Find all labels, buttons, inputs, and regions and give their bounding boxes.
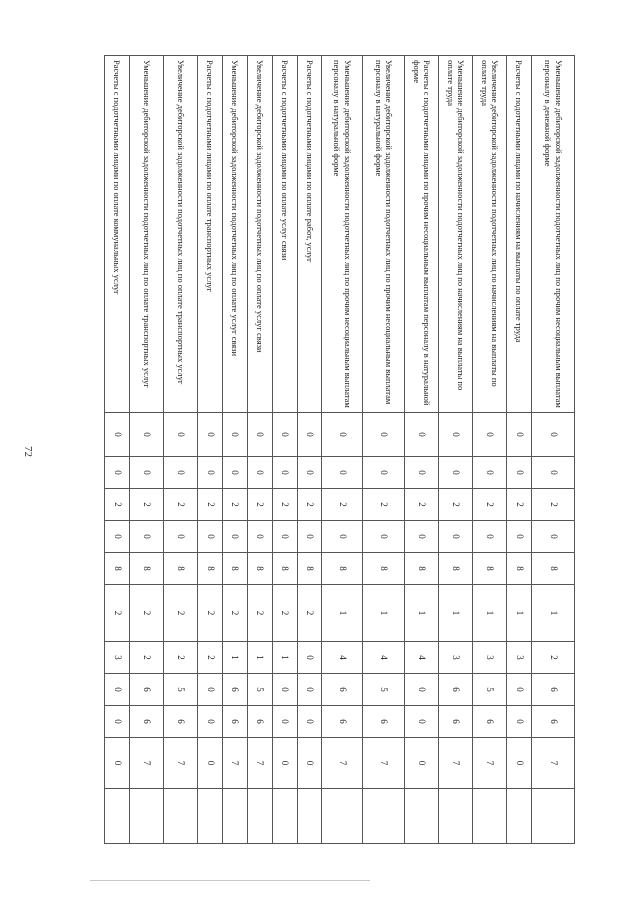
code-digit-cell: 6 — [531, 706, 574, 738]
code-digit-cell: 2 — [507, 489, 532, 521]
code-digit-cell: 2 — [130, 489, 164, 521]
code-digit-cell: 7 — [247, 738, 272, 789]
code-digit-cell: 8 — [222, 553, 247, 585]
empty-cell — [130, 789, 164, 844]
code-digit-cell: 0 — [272, 738, 297, 789]
empty-cell — [405, 789, 439, 844]
code-digit-cell: 0 — [507, 706, 532, 738]
code-digit-cell: 2 — [531, 489, 574, 521]
code-digit-cell: 2 — [531, 642, 574, 674]
empty-cell — [105, 789, 130, 844]
code-digit-cell: 7 — [164, 738, 198, 789]
code-digit-cell: 1 — [405, 585, 439, 642]
code-digit-cell: 0 — [405, 457, 439, 489]
code-digit-cell: 6 — [130, 674, 164, 706]
code-digit-cell: 0 — [297, 457, 322, 489]
code-digit-cell: 2 — [439, 489, 473, 521]
code-digit-cell: 0 — [105, 521, 130, 553]
code-digit-cell: 0 — [222, 457, 247, 489]
empty-cell — [222, 789, 247, 844]
code-digit-cell: 0 — [247, 521, 272, 553]
empty-cell — [272, 789, 297, 844]
code-digit-cell: 0 — [507, 413, 532, 457]
code-digit-cell: 2 — [164, 642, 198, 674]
code-digit-cell: 8 — [531, 553, 574, 585]
code-digit-cell: 5 — [363, 674, 405, 706]
code-digit-cell: 0 — [197, 413, 222, 457]
code-digit-cell: 8 — [130, 553, 164, 585]
code-digit-cell: 8 — [197, 553, 222, 585]
code-digit-cell: 0 — [507, 674, 532, 706]
code-digit-cell: 0 — [197, 738, 222, 789]
code-digit-cell: 0 — [531, 521, 574, 553]
code-digit-cell: 8 — [105, 553, 130, 585]
code-digit-cell: 0 — [297, 674, 322, 706]
code-digit-cell: 7 — [439, 738, 473, 789]
row-label: Уменьшение дебиторской задолженности подотчетных лиц по прочим несоциальным выплатам персоналу в денежной форме — [531, 56, 574, 413]
code-digit-cell: 2 — [272, 489, 297, 521]
code-digit-cell: 7 — [322, 738, 363, 789]
empty-cell — [439, 789, 473, 844]
code-digit-cell: 0 — [363, 457, 405, 489]
table-row — [322, 56, 363, 844]
code-digit-cell: 0 — [405, 738, 439, 789]
code-digit-cell: 2 — [247, 489, 272, 521]
code-digit-cell: 8 — [473, 553, 507, 585]
code-digit-cell: 0 — [531, 457, 574, 489]
code-digit-cell: 6 — [439, 706, 473, 738]
code-digit-cell: 2 — [130, 585, 164, 642]
code-digit-cell: 0 — [222, 413, 247, 457]
code-digit-cell: 0 — [405, 674, 439, 706]
row-label: Уменьшение дебиторской задолженности подотчетных лиц по оплате транспортных услуг — [130, 56, 164, 413]
row-label: Расчеты с подотчетными лицами по оплате услуг связи — [272, 56, 297, 413]
code-digit-cell: 0 — [322, 413, 363, 457]
code-digit-cell: 6 — [130, 706, 164, 738]
table-row — [130, 56, 164, 844]
code-digit-cell: 0 — [272, 674, 297, 706]
table-row — [164, 56, 198, 844]
code-digit-cell: 0 — [164, 521, 198, 553]
code-digit-cell: 0 — [439, 521, 473, 553]
code-digit-cell: 2 — [363, 489, 405, 521]
code-digit-cell: 0 — [130, 457, 164, 489]
code-digit-cell: 4 — [322, 642, 363, 674]
table-row — [247, 56, 272, 844]
code-digit-cell: 6 — [439, 674, 473, 706]
code-digit-cell: 2 — [272, 585, 297, 642]
code-digit-cell: 5 — [164, 674, 198, 706]
code-digit-cell: 2 — [164, 489, 198, 521]
code-digit-cell: 6 — [222, 706, 247, 738]
code-digit-cell: 3 — [473, 642, 507, 674]
code-digit-cell: 0 — [130, 413, 164, 457]
code-digit-cell: 0 — [473, 521, 507, 553]
code-digit-cell: 7 — [531, 738, 574, 789]
code-digit-cell: 0 — [405, 706, 439, 738]
code-digit-cell: 5 — [247, 674, 272, 706]
code-digit-cell: 0 — [105, 457, 130, 489]
table-row — [222, 56, 247, 844]
code-digit-cell: 3 — [439, 642, 473, 674]
code-digit-cell: 2 — [222, 585, 247, 642]
code-digit-cell: 1 — [507, 585, 532, 642]
code-digit-cell: 0 — [222, 521, 247, 553]
code-digit-cell: 0 — [507, 457, 532, 489]
code-digit-cell: 2 — [322, 489, 363, 521]
empty-cell — [164, 789, 198, 844]
code-digit-cell: 6 — [322, 674, 363, 706]
code-digit-cell: 0 — [164, 457, 198, 489]
code-digit-cell: 6 — [531, 674, 574, 706]
code-digit-cell: 0 — [272, 706, 297, 738]
code-digit-cell: 0 — [297, 706, 322, 738]
row-label: Расчеты с подотчетными лицами по оплате коммунальных услуг — [105, 56, 130, 413]
code-digit-cell: 0 — [105, 706, 130, 738]
account-codes-table — [104, 55, 575, 844]
code-digit-cell: 8 — [439, 553, 473, 585]
row-label: Увеличение дебиторской задолженности подотчетных лиц по прочим несоциальным выплатам персоналу в натуральной форме — [363, 56, 405, 413]
table-row — [297, 56, 322, 844]
code-digit-cell: 6 — [363, 706, 405, 738]
table-row — [439, 56, 473, 844]
code-digit-cell: 3 — [507, 642, 532, 674]
empty-cell — [531, 789, 574, 844]
code-digit-cell: 2 — [130, 642, 164, 674]
row-label: Увеличение дебиторской задолженности подотчетных лиц по оплате транспортных услуг — [164, 56, 198, 413]
row-label: Уменьшение дебиторской задолженности подотчетных лиц по прочим несоциальным выплатам персоналу в натуральной форме — [322, 56, 363, 413]
code-digit-cell: 6 — [164, 706, 198, 738]
code-digit-cell: 8 — [363, 553, 405, 585]
code-digit-cell: 7 — [363, 738, 405, 789]
code-digit-cell: 1 — [363, 585, 405, 642]
row-label: Увеличение дебиторской задолженности подотчетных лиц по начислениям на выплаты по оплате труда — [473, 56, 507, 413]
code-digit-cell: 8 — [405, 553, 439, 585]
page-number: 72 — [22, 446, 34, 457]
code-digit-cell: 2 — [197, 642, 222, 674]
empty-cell — [247, 789, 272, 844]
row-label: Расчеты с подотчетными лицами по оплате работ, услуг — [297, 56, 322, 413]
code-digit-cell: 6 — [247, 706, 272, 738]
code-digit-cell: 2 — [297, 489, 322, 521]
code-digit-cell: 0 — [363, 521, 405, 553]
code-digit-cell: 1 — [531, 585, 574, 642]
code-digit-cell: 0 — [531, 413, 574, 457]
code-digit-cell: 0 — [439, 457, 473, 489]
row-label: Увеличение дебиторской задолженности подотчетных лиц по оплате услуг связи — [247, 56, 272, 413]
scan-artifact-line — [90, 880, 370, 881]
code-digit-cell: 0 — [322, 457, 363, 489]
row-label: Уменьшение дебиторской задолженности подотчетных лиц по начислениям на выплаты по оплате труда — [439, 56, 473, 413]
code-digit-cell: 2 — [405, 489, 439, 521]
code-digit-cell: 4 — [363, 642, 405, 674]
code-digit-cell: 8 — [322, 553, 363, 585]
code-digit-cell: 6 — [222, 674, 247, 706]
code-digit-cell: 0 — [473, 457, 507, 489]
empty-cell — [507, 789, 532, 844]
code-digit-cell: 0 — [105, 674, 130, 706]
code-digit-cell: 0 — [197, 457, 222, 489]
code-digit-cell: 0 — [322, 521, 363, 553]
code-digit-cell: 0 — [297, 642, 322, 674]
table-row — [197, 56, 222, 844]
code-digit-cell: 0 — [507, 521, 532, 553]
code-digit-cell: 8 — [297, 553, 322, 585]
code-digit-cell: 0 — [272, 413, 297, 457]
code-digit-cell: 2 — [297, 585, 322, 642]
code-digit-cell: 2 — [247, 585, 272, 642]
code-digit-cell: 6 — [473, 706, 507, 738]
code-digit-cell: 0 — [297, 521, 322, 553]
empty-cell — [297, 789, 322, 844]
code-digit-cell: 0 — [105, 738, 130, 789]
code-digit-cell: 0 — [247, 457, 272, 489]
table-row — [105, 56, 130, 844]
code-digit-cell: 2 — [222, 489, 247, 521]
code-digit-cell: 1 — [322, 585, 363, 642]
code-digit-cell: 3 — [105, 642, 130, 674]
table-row — [473, 56, 507, 844]
code-digit-cell: 6 — [322, 706, 363, 738]
row-label: Расчеты с подотчетными лицами по оплате транспортных услуг — [197, 56, 222, 413]
code-digit-cell: 0 — [473, 413, 507, 457]
empty-cell — [363, 789, 405, 844]
code-digit-cell: 0 — [297, 738, 322, 789]
code-digit-cell: 7 — [222, 738, 247, 789]
code-digit-cell: 1 — [222, 642, 247, 674]
table-row — [272, 56, 297, 844]
code-digit-cell: 1 — [247, 642, 272, 674]
code-digit-cell: 0 — [297, 413, 322, 457]
code-digit-cell: 2 — [473, 489, 507, 521]
table-row — [507, 56, 532, 844]
code-digit-cell: 0 — [405, 413, 439, 457]
code-digit-cell: 4 — [405, 642, 439, 674]
code-digit-cell: 7 — [130, 738, 164, 789]
table-row — [531, 56, 574, 844]
code-digit-cell: 5 — [473, 674, 507, 706]
row-label: Расчеты с подотчетными лицами по прочим несоциальным выплатам персоналу в натуральной форме — [405, 56, 439, 413]
table-row — [405, 56, 439, 844]
code-digit-cell: 0 — [405, 521, 439, 553]
code-digit-cell: 1 — [272, 642, 297, 674]
code-digit-cell: 0 — [130, 521, 164, 553]
code-digit-cell: 0 — [197, 521, 222, 553]
table-row — [363, 56, 405, 844]
row-label: Уменьшение дебиторской задолженности подотчетных лиц по оплате услуг связи — [222, 56, 247, 413]
row-label: Расчеты с подотчетными лицами по начислениям на выплаты по оплате труда — [507, 56, 532, 413]
empty-cell — [322, 789, 363, 844]
code-digit-cell: 0 — [164, 413, 198, 457]
code-digit-cell: 0 — [439, 413, 473, 457]
rotated-table-container — [104, 55, 575, 841]
code-digit-cell: 0 — [247, 413, 272, 457]
code-digit-cell: 2 — [197, 489, 222, 521]
code-digit-cell: 2 — [105, 489, 130, 521]
code-digit-cell: 8 — [272, 553, 297, 585]
code-digit-cell: 1 — [439, 585, 473, 642]
code-digit-cell: 0 — [197, 706, 222, 738]
code-digit-cell: 8 — [247, 553, 272, 585]
table-body — [105, 56, 575, 844]
code-digit-cell: 8 — [507, 553, 532, 585]
code-digit-cell: 2 — [105, 585, 130, 642]
code-digit-cell: 0 — [363, 413, 405, 457]
code-digit-cell: 0 — [197, 674, 222, 706]
code-digit-cell: 2 — [164, 585, 198, 642]
code-digit-cell: 0 — [272, 457, 297, 489]
code-digit-cell: 1 — [473, 585, 507, 642]
code-digit-cell: 8 — [164, 553, 198, 585]
code-digit-cell: 0 — [507, 738, 532, 789]
code-digit-cell: 0 — [105, 413, 130, 457]
code-digit-cell: 7 — [473, 738, 507, 789]
code-digit-cell: 0 — [272, 521, 297, 553]
empty-cell — [197, 789, 222, 844]
empty-cell — [473, 789, 507, 844]
code-digit-cell: 2 — [197, 585, 222, 642]
